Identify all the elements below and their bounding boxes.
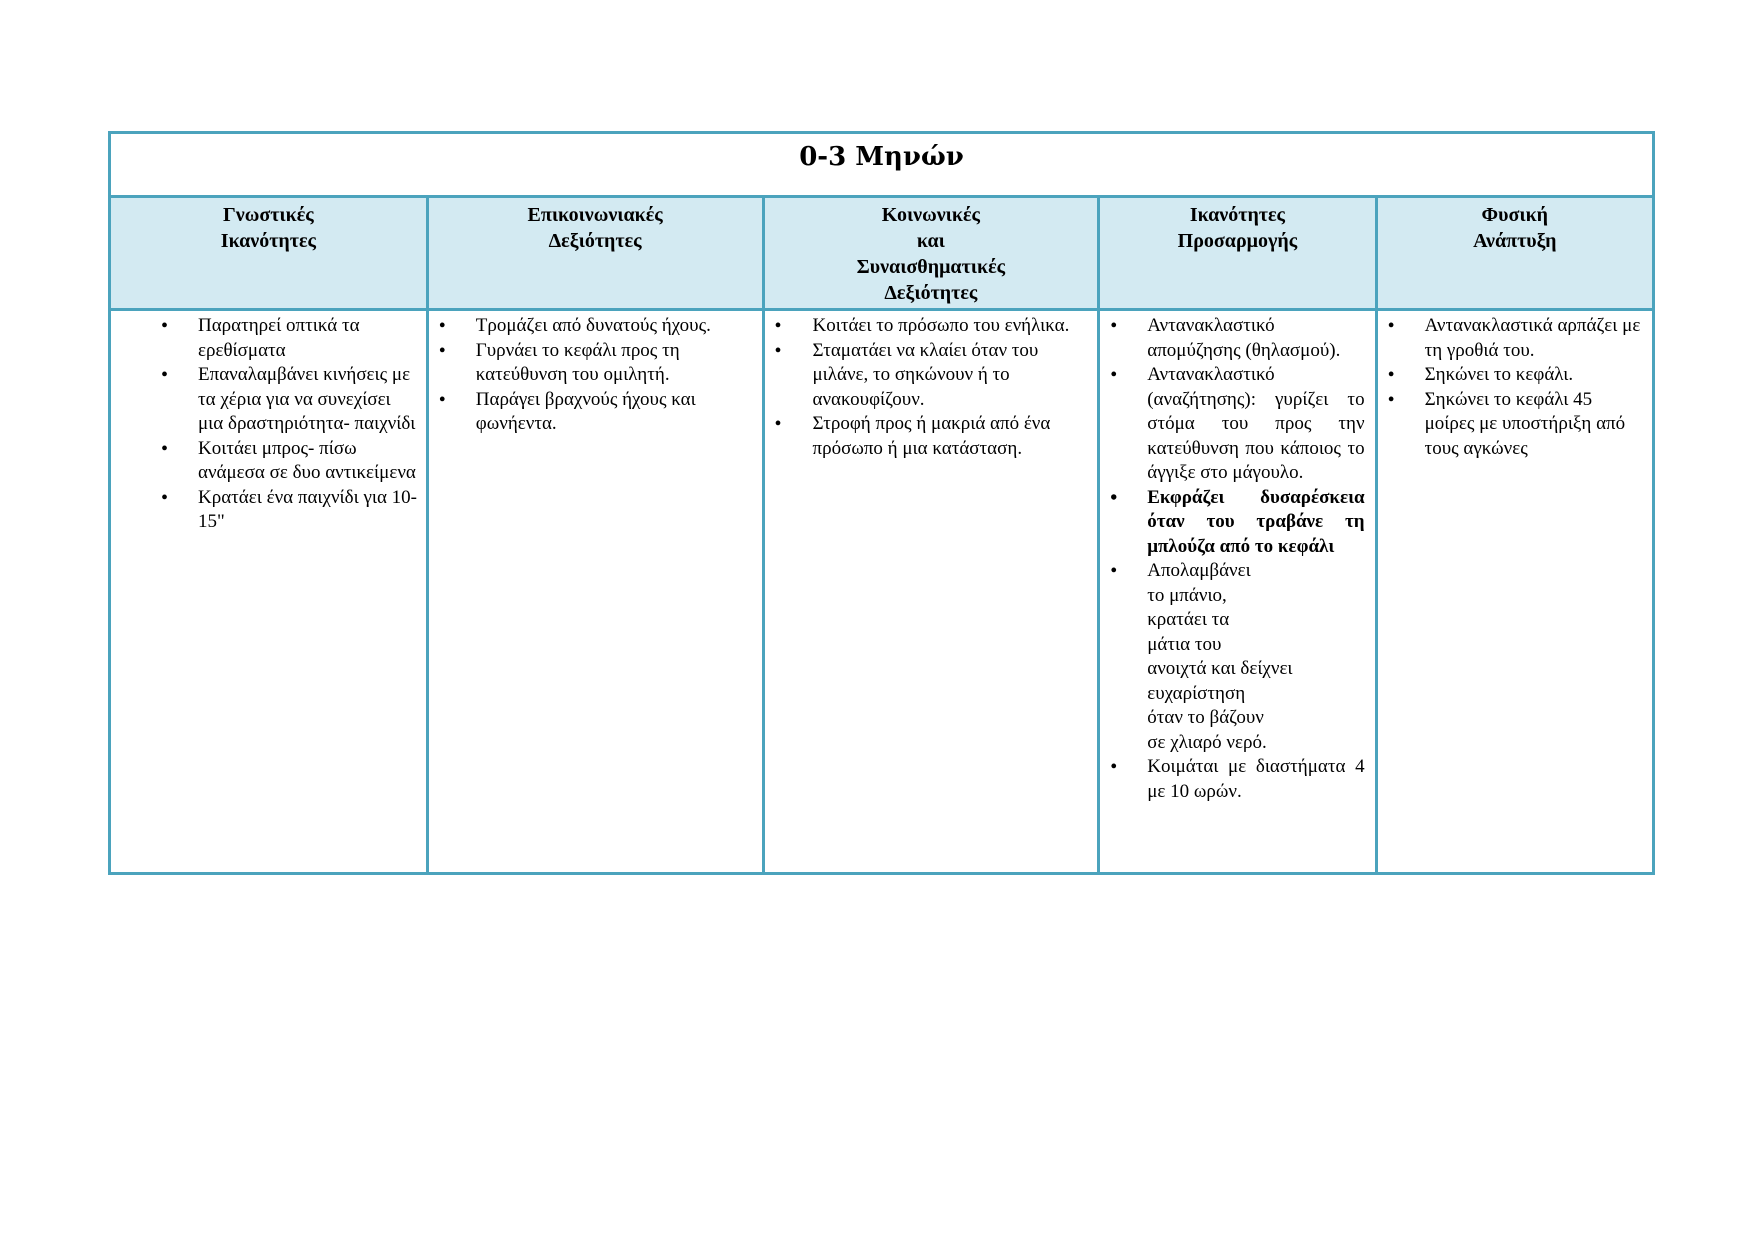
header-line: Γνωστικές [223, 204, 314, 226]
adaptive-list [1100, 314, 1374, 804]
communication-cell [427, 310, 763, 874]
header-communication [427, 197, 763, 310]
list-item: • Επαναλαμβάνει κινήσεις με τα χέρια για να συνεχίσει μια δραστηριότητα- παιχνίδι [111, 363, 426, 437]
list-item: • Παράγει βραχνούς ήχους και φωνήεντα. [429, 388, 762, 437]
header-line: Δεξιότητες [548, 230, 642, 252]
header-line: και [916, 230, 945, 252]
cognitive-cell [110, 310, 428, 874]
header-line: Δεξιότητες [884, 282, 978, 304]
physical-cell [1376, 310, 1653, 874]
content-row [110, 310, 1654, 874]
header-line: Συναισθηματικές [856, 256, 1006, 278]
header-line: Προσαρμογής [1177, 230, 1298, 252]
header-line: Επικοινωνιακές [527, 204, 663, 226]
item-line: όταν το βάζουν [1147, 707, 1264, 728]
header-line: Ανάπτυξη [1473, 230, 1557, 252]
social-emotional-list [765, 314, 1098, 461]
item-line: κρατάει τα [1147, 609, 1230, 630]
list-item-bath [1100, 559, 1374, 755]
header-physical [1376, 197, 1653, 310]
title-row [110, 133, 1654, 197]
list-item: • Αντανακλαστικό απομύζησης (θηλασμού). [1100, 314, 1374, 363]
physical-list [1378, 314, 1652, 461]
item-line: ανοιχτά και δείχνει [1147, 658, 1293, 679]
social-emotional-cell [763, 310, 1099, 874]
list-item: • Τρομάζει από δυνατούς ήχους. [429, 314, 762, 339]
adaptive-cell [1099, 310, 1376, 874]
development-table [108, 131, 1655, 875]
list-item: • Παρατηρεί οπτικά τα ερεθίσματα [111, 314, 426, 363]
header-cognitive [110, 197, 428, 310]
header-line: Ικανότητες [1189, 204, 1285, 226]
list-item: • Κρατάει ένα παιχνίδι για 10-15" [111, 486, 426, 535]
table-title: 0-3 Μηνών [110, 133, 1654, 197]
header-adaptive [1099, 197, 1376, 310]
list-item: • Αντανακλαστικά αρπάζει με τη γροθιά του. [1378, 314, 1652, 363]
communication-list [429, 314, 762, 437]
list-item: • Εκφράζει δυσαρέσκεια όταν του τραβάνε τη μπλούζα από το κεφάλι [1100, 486, 1374, 560]
item-line: σε χλιαρό νερό. [1147, 731, 1267, 753]
header-line: Φυσική [1481, 204, 1549, 226]
list-item: • Σταματάει να κλαίει όταν του μιλάνε, το σηκώνουν ή το ανακουφίζουν. [765, 339, 1098, 413]
header-line: Κοινωνικές [881, 204, 980, 226]
list-item: • Κοιμάται με διαστήματα 4 με 10 ωρών. [1100, 755, 1374, 804]
item-line: μάτια του [1147, 633, 1222, 655]
cognitive-list [111, 314, 426, 535]
list-item: • Κοιτάει το πρόσωπο του ενήλικα. [765, 314, 1098, 339]
item-line: • Απολαμβάνει [1147, 560, 1251, 581]
header-row [110, 197, 1654, 310]
list-item: • Σηκώνει το κεφάλι. [1378, 363, 1652, 388]
header-social-emotional [763, 197, 1099, 310]
item-line: ευχαρίστηση [1147, 682, 1246, 704]
list-item: • Γυρνάει το κεφάλι προς τη κατεύθυνση του ομιλητή. [429, 339, 762, 388]
list-item: • Στροφή προς ή μακριά από ένα πρόσωπο ή μια κατάσταση. [765, 412, 1098, 461]
header-line: Ικανότητες [220, 230, 316, 252]
list-item: • Κοιτάει μπρος- πίσω ανάμεσα σε δυο αντικείμενα [111, 437, 426, 486]
list-item: • Αντανακλαστικό (αναζήτησης): γυρίζει το στόμα του προς την κατεύθυνση που κάποιος το άγγιξε στο μάγουλο. [1100, 363, 1374, 486]
item-line: το μπάνιο, [1147, 584, 1227, 606]
list-item: • Σηκώνει το κεφάλι 45 μοίρες με υποστήριξη από τους αγκώνες [1378, 388, 1652, 462]
